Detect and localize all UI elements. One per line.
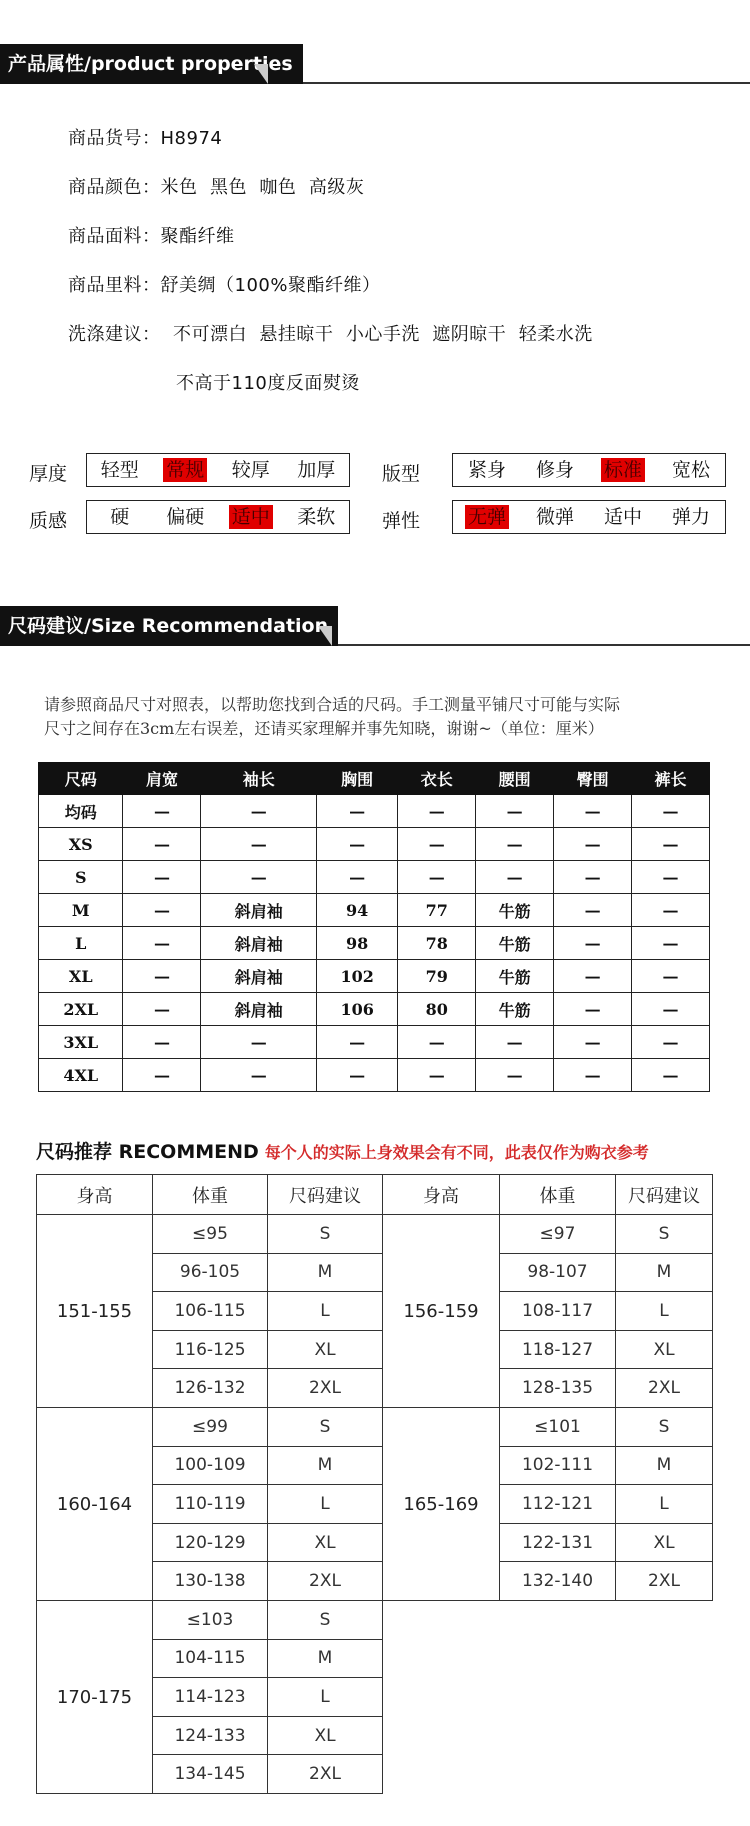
size-suggestion-cell: XL <box>615 1330 713 1370</box>
attr-option: 偏硬 <box>166 506 205 528</box>
weight-cell: 100-109 <box>152 1446 268 1486</box>
attr-option: 加厚 <box>297 459 336 481</box>
prop-fabric: 商品面料：聚酯纤维 <box>68 226 235 247</box>
attr-label-texture: 质感 <box>28 510 67 532</box>
height-cell: 170-175 <box>36 1600 153 1794</box>
weight-cell: ≤95 <box>152 1214 268 1254</box>
table-cell: — <box>398 795 476 828</box>
col-length: 衣长 <box>398 763 476 795</box>
weight-cell: 120-129 <box>152 1523 268 1563</box>
attr-option: 微弹 <box>535 506 574 528</box>
col-size: 尺码 <box>39 763 123 795</box>
table-cell: — <box>554 861 632 894</box>
table-cell: — <box>317 1059 398 1092</box>
height-cell: 156-159 <box>382 1214 500 1408</box>
table-row <box>39 927 710 960</box>
weight-cell: 106-115 <box>152 1291 268 1331</box>
size-cell: XS <box>39 828 123 861</box>
table-cell: — <box>632 894 710 927</box>
attr-option: 适中 <box>603 506 642 528</box>
size-chart-table <box>38 762 710 1092</box>
section-title: 尺码建议/Size Recommendation <box>0 606 338 646</box>
size-note-line1: 请参照商品尺寸对照表，以帮助您找到合适的尺码。手工测量平铺尺寸可能与实际 <box>44 695 621 714</box>
attr-option-selected: 标准 <box>589 455 657 485</box>
attr-option: 紧身 <box>467 459 506 481</box>
table-cell: — <box>476 795 554 828</box>
attr-option: 宽松 <box>671 459 710 481</box>
attr-elasticity <box>452 500 726 534</box>
size-cell: S <box>39 861 123 894</box>
table-cell: — <box>201 861 317 894</box>
table-cell: — <box>554 1026 632 1059</box>
size-suggestion-cell: XL <box>267 1716 383 1756</box>
table-cell: 102 <box>317 960 398 993</box>
table-row <box>39 993 710 1026</box>
weight-cell: 98-107 <box>499 1253 616 1293</box>
weight-cell: ≤103 <box>152 1600 268 1640</box>
table-cell: — <box>554 960 632 993</box>
attr-fit <box>452 453 726 487</box>
size-cell: XL <box>39 960 123 993</box>
table-cell: 斜肩袖 <box>201 960 317 993</box>
size-suggestion-cell: XL <box>267 1330 383 1370</box>
table-cell: 98 <box>317 927 398 960</box>
table-row <box>39 894 710 927</box>
table-cell: 79 <box>398 960 476 993</box>
table-row <box>39 795 710 828</box>
prop-wash-advice: 洗涤建议： 不可漂白 悬挂晾干 小心手洗 遮阴晾干 轻柔水洗 <box>68 324 593 345</box>
table-cell: 斜肩袖 <box>201 927 317 960</box>
table-cell: 牛筋 <box>476 894 554 927</box>
size-chart-header-row <box>39 763 710 795</box>
table-cell: — <box>123 861 201 894</box>
weight-cell: 134-145 <box>152 1754 268 1794</box>
size-suggestion-cell: 2XL <box>615 1561 713 1601</box>
recommend-title <box>36 1137 649 1164</box>
size-cell: 4XL <box>39 1059 123 1092</box>
table-cell: — <box>123 960 201 993</box>
size-suggestion-cell: 2XL <box>615 1368 713 1408</box>
attr-option-selected: 适中 <box>218 502 284 532</box>
size-suggestion-cell: M <box>615 1253 713 1293</box>
attr-option: 硬 <box>110 506 130 528</box>
weight-cell: 104-115 <box>152 1639 268 1679</box>
size-suggestion-cell: M <box>267 1446 383 1486</box>
size-suggestion-cell: L <box>615 1291 713 1331</box>
recommend-header-cell: 身高 <box>382 1174 500 1215</box>
table-cell: — <box>123 828 201 861</box>
table-cell: — <box>123 894 201 927</box>
attr-option-selected: 无弹 <box>453 502 521 532</box>
table-cell: — <box>398 828 476 861</box>
attr-label-elasticity: 弹性 <box>381 510 420 532</box>
table-row <box>39 960 710 993</box>
table-cell: 斜肩袖 <box>201 993 317 1026</box>
table-cell: — <box>632 927 710 960</box>
attr-label-thickness: 厚度 <box>28 463 67 485</box>
table-cell: — <box>476 861 554 894</box>
table-cell: — <box>476 1026 554 1059</box>
recommend-header-cell: 体重 <box>499 1174 616 1215</box>
size-note-line2: 尺寸之间存在3cm左右误差，还请买家理解并事先知晓，谢谢~（单位：厘米） <box>44 719 604 738</box>
table-cell: — <box>554 828 632 861</box>
col-sleeve: 袖长 <box>201 763 317 795</box>
size-recommendation-header <box>0 606 750 650</box>
size-suggestion-cell: M <box>267 1253 383 1293</box>
attr-option: 修身 <box>535 459 574 481</box>
col-chest: 胸围 <box>317 763 398 795</box>
size-suggestion-cell: S <box>615 1407 713 1447</box>
prop-ironing: 不高于110度反面熨烫 <box>176 373 360 394</box>
table-cell: — <box>398 1059 476 1092</box>
col-hip: 臀围 <box>554 763 632 795</box>
weight-cell: 112-121 <box>499 1484 616 1524</box>
header-corner-decoration <box>254 64 268 84</box>
size-suggestion-cell: XL <box>267 1523 383 1563</box>
size-suggestion-cell: L <box>267 1291 383 1331</box>
table-cell: — <box>632 1026 710 1059</box>
table-cell: 牛筋 <box>476 960 554 993</box>
table-row <box>39 1059 710 1092</box>
weight-cell: 132-140 <box>499 1561 616 1601</box>
table-cell: 牛筋 <box>476 927 554 960</box>
attr-texture <box>86 500 350 534</box>
table-cell: — <box>317 795 398 828</box>
recommend-header-cell: 体重 <box>152 1174 268 1215</box>
size-chart-head <box>39 763 710 795</box>
table-cell: — <box>632 828 710 861</box>
table-cell: 牛筋 <box>476 993 554 1026</box>
recommend-header-cell: 尺码建议 <box>615 1174 713 1215</box>
attr-label-fit: 版型 <box>381 463 420 485</box>
size-suggestion-cell: S <box>267 1407 383 1447</box>
weight-cell: 122-131 <box>499 1523 616 1563</box>
weight-cell: 130-138 <box>152 1561 268 1601</box>
weight-cell: ≤101 <box>499 1407 616 1447</box>
size-suggestion-cell: S <box>615 1214 713 1254</box>
weight-cell: 116-125 <box>152 1330 268 1370</box>
header-corner-decoration <box>318 626 332 646</box>
table-cell: — <box>123 795 201 828</box>
table-cell: — <box>398 861 476 894</box>
attr-option: 柔软 <box>297 506 336 528</box>
prop-colors: 商品颜色：米色 黑色 咖色 高级灰 <box>68 177 365 198</box>
size-suggestion-cell: XL <box>615 1523 713 1563</box>
recommend-heading: 尺码推荐 RECOMMEND <box>36 1141 259 1163</box>
table-row <box>39 828 710 861</box>
table-cell: 94 <box>317 894 398 927</box>
weight-cell: ≤99 <box>152 1407 268 1447</box>
recommend-table <box>36 1174 712 1786</box>
table-cell: — <box>123 927 201 960</box>
table-cell: — <box>123 1059 201 1092</box>
table-cell: — <box>554 993 632 1026</box>
table-cell: — <box>317 1026 398 1059</box>
size-cell: 均码 <box>39 795 123 828</box>
table-cell: — <box>317 828 398 861</box>
table-cell: — <box>632 1059 710 1092</box>
table-cell: 77 <box>398 894 476 927</box>
table-cell: 106 <box>317 993 398 1026</box>
weight-cell: 102-111 <box>499 1446 616 1486</box>
weight-cell: 126-132 <box>152 1368 268 1408</box>
prop-sku: 商品货号：H8974 <box>68 128 223 149</box>
weight-cell: 108-117 <box>499 1291 616 1331</box>
table-cell: — <box>554 927 632 960</box>
col-waist: 腰围 <box>476 763 554 795</box>
attr-option: 弹力 <box>671 506 710 528</box>
table-cell: 78 <box>398 927 476 960</box>
weight-cell: 96-105 <box>152 1253 268 1293</box>
attr-option: 较厚 <box>231 459 270 481</box>
recommend-header-cell: 尺码建议 <box>267 1174 383 1215</box>
size-suggestion-cell: 2XL <box>267 1561 383 1601</box>
weight-cell: ≤97 <box>499 1214 616 1254</box>
table-cell: — <box>632 993 710 1026</box>
table-cell: — <box>476 1059 554 1092</box>
recommend-disclaimer: 每个人的实际上身效果会有不同，此表仅作为购衣参考 <box>264 1143 649 1162</box>
size-suggestion-cell: S <box>267 1214 383 1254</box>
attr-option-selected: 常规 <box>153 455 219 485</box>
weight-cell: 118-127 <box>499 1330 616 1370</box>
weight-cell: 128-135 <box>499 1368 616 1408</box>
section-title: 产品属性/product properties <box>0 44 303 84</box>
size-cell: 3XL <box>39 1026 123 1059</box>
size-suggestion-cell: L <box>615 1484 713 1524</box>
recommend-header-cell: 身高 <box>36 1174 153 1215</box>
table-cell: — <box>632 960 710 993</box>
attr-option: 轻型 <box>100 459 139 481</box>
table-cell: — <box>123 1026 201 1059</box>
table-cell: — <box>632 861 710 894</box>
col-pants-length: 裤长 <box>632 763 710 795</box>
table-cell: — <box>201 795 317 828</box>
table-cell: — <box>123 993 201 1026</box>
table-cell: — <box>554 795 632 828</box>
table-cell: — <box>201 1059 317 1092</box>
table-cell: 80 <box>398 993 476 1026</box>
size-chart-body <box>39 795 710 1092</box>
size-cell: 2XL <box>39 993 123 1026</box>
attr-thickness <box>86 453 350 487</box>
size-suggestion-cell: L <box>267 1484 383 1524</box>
size-suggestion-cell: 2XL <box>267 1368 383 1408</box>
height-cell: 160-164 <box>36 1407 153 1601</box>
table-cell: — <box>317 861 398 894</box>
table-row <box>39 861 710 894</box>
table-row <box>39 1026 710 1059</box>
height-cell: 151-155 <box>36 1214 153 1408</box>
prop-lining: 商品里料：舒美绸（100%聚酯纤维） <box>68 275 381 296</box>
table-cell: — <box>476 828 554 861</box>
table-cell: — <box>398 1026 476 1059</box>
weight-cell: 114-123 <box>152 1677 268 1717</box>
size-suggestion-cell: M <box>267 1639 383 1679</box>
table-cell: — <box>554 1059 632 1092</box>
size-suggestion-cell: M <box>615 1446 713 1486</box>
size-cell: L <box>39 927 123 960</box>
table-cell: 斜肩袖 <box>201 894 317 927</box>
col-shoulder: 肩宽 <box>123 763 201 795</box>
table-cell: — <box>201 1026 317 1059</box>
table-cell: — <box>554 894 632 927</box>
product-properties-header <box>0 44 750 88</box>
weight-cell: 124-133 <box>152 1716 268 1756</box>
weight-cell: 110-119 <box>152 1484 268 1524</box>
size-suggestion-cell: 2XL <box>267 1754 383 1794</box>
table-cell: — <box>201 828 317 861</box>
table-cell: — <box>632 795 710 828</box>
size-cell: M <box>39 894 123 927</box>
size-suggestion-cell: L <box>267 1677 383 1717</box>
height-cell: 165-169 <box>382 1407 500 1601</box>
size-suggestion-cell: S <box>267 1600 383 1640</box>
